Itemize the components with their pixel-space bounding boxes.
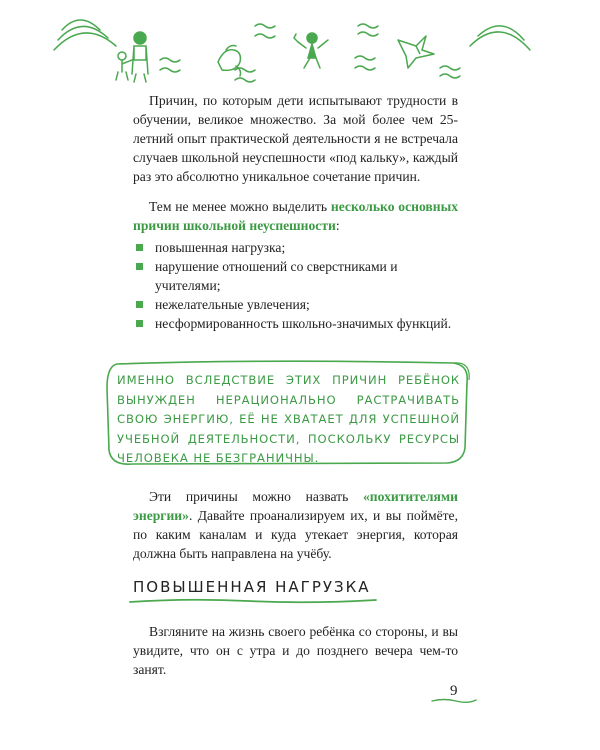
page-number-underline [430, 697, 478, 705]
bullet-square-icon [136, 301, 143, 308]
causes-list [133, 238, 458, 333]
paragraph-text: Эти причины можно назвать [149, 489, 363, 504]
paragraph-look-at-life [133, 622, 458, 679]
list-item [133, 238, 458, 257]
parent-child-icon [116, 32, 148, 82]
highlight-energy-thieves: «похитителями энергии» [133, 489, 458, 523]
callout-box [103, 358, 473, 470]
bullet-square-icon [136, 263, 143, 270]
hands-icon [218, 46, 241, 77]
header-decoration [0, 0, 600, 90]
paragraph-text: Причин, по которым дети испытывают трудности в обучении, великое множество. За мой более чем 25-летний опыт практической деятельности я не встречала случаев школьной неуспешности «под кальку», каждый раз это абсолютно уникальное сочетание причин. [133, 93, 458, 184]
paragraph-text: Тем не менее можно выделить [149, 199, 331, 214]
dancing-child-icon [294, 33, 328, 68]
bullet-square-icon [136, 320, 143, 327]
paragraph-energy-thieves [133, 487, 458, 563]
list-item-text: нарушение отношений со сверстниками и учителями; [155, 259, 398, 293]
highlight-main-causes: несколько основных причин школьной неуспешности [133, 199, 458, 233]
page-number-text: 9 [450, 683, 458, 699]
paper-bird-icon [398, 36, 434, 68]
paragraph-causes-intro [133, 91, 458, 186]
list-item-text: нежелательные увлечения; [155, 297, 310, 312]
paragraph-text: . Давайте проанализируем их, и вы поймёте, по каким каналам и куда утекает энергия, которая должна быть направлена на учёбу. [133, 508, 458, 561]
heading-underline [128, 596, 378, 606]
list-item [133, 314, 458, 333]
paragraph-text: : [335, 218, 340, 233]
list-item-text: несформированность школьно-значимых функций. [155, 316, 452, 331]
list-item [133, 257, 458, 295]
paragraph-main-causes [133, 197, 458, 235]
section-heading: ПОВЫШЕННАЯ НАГРУЗКА [133, 578, 371, 596]
list-item-text: повышенная нагрузка; [155, 240, 286, 255]
list-item [133, 295, 458, 314]
callout-text: ИМЕННО ВСЛЕДСТВИЕ ЭТИХ ПРИЧИН РЕБЁНОК ВЫНУЖДЕН НЕРАЦИОНАЛЬНО РАСТРАЧИВАТЬ СВОЮ ЭНЕРГИЮ, ЕЁ НЕ ХВАТАЕТ ДЛЯ УСПЕШНОЙ УЧЕБНОЙ ДЕЯТЕЛЬНОСТИ, ПОСКОЛЬКУ РЕСУРСЫ ЧЕЛОВЕКА НЕ БЕЗГРАНИЧНЫ. [117, 373, 460, 465]
bullet-square-icon [136, 244, 143, 251]
paragraph-text: Взгляните на жизнь своего ребёнка со стороны, и вы увидите, что он с утра и до позднего вечера чем-то занят. [133, 624, 458, 677]
